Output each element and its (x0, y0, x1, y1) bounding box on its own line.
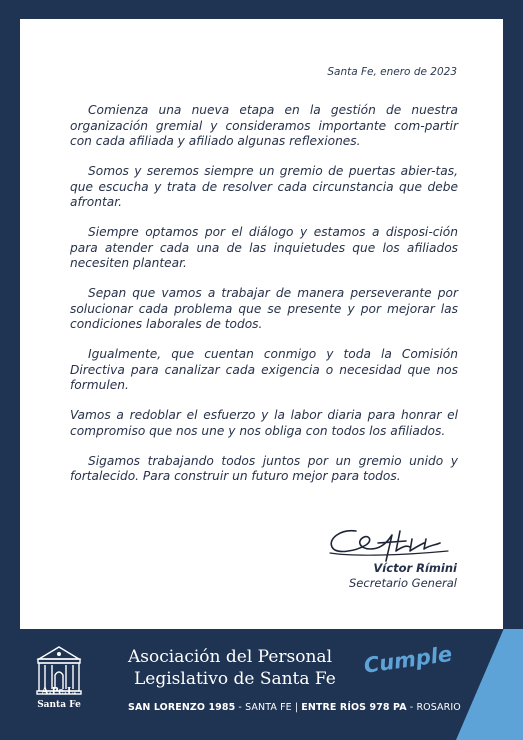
footer-band (0, 629, 523, 740)
org-name-line2: Legislativo de Santa Fe (134, 669, 336, 689)
building-facade-icon (33, 641, 85, 729)
paragraph-6: Vamos a redoblar el esfuerzo y la labor diaria para honrar el compromiso que nos une y nos obliga con todos los afiliados. (70, 408, 458, 438)
paragraph-7: Sigamos trabajando todos juntos por un gremio unido y fortalecido. Para construir un futuro mejor para todos. (70, 453, 458, 483)
logo-place: Santa Fe (37, 700, 81, 710)
address-line (128, 702, 461, 713)
paragraph-3: Siempre optamos por el diálogo y estamos a disposi-ción para atender cada una de las inquietudes que los afiliados necesiten plantear. (70, 225, 458, 270)
paragraph-2: Somos y seremos siempre un gremio de puertas abier-tas, que escucha y trata de resolver cada circunstancia que debe afrontar. (70, 164, 458, 209)
slogan-cumple: Cumple (362, 641, 454, 678)
letter-date: Santa Fe, enero de 2023 (327, 66, 457, 78)
letter-body (70, 103, 458, 499)
logo-acronym: A.Pe.L. (41, 687, 77, 697)
address-rosario-street: ENTRE RÍOS 978 PA (301, 702, 407, 713)
paragraph-5: Igualmente, que cuentan conmigo y toda la Comisión Directiva para canalizar cada exigencia o necesidad que nos formulen. (70, 347, 458, 392)
letter-sheet (20, 19, 503, 629)
paragraph-4: Sepan que vamos a trabajar de manera perseverante por solucionar cada problema que se presente y por mejorar las condiciones laborales de todos. (70, 286, 458, 331)
address-rosario-city: - ROSARIO (406, 702, 461, 713)
address-santa-fe-street: SAN LORENZO 1985 (128, 702, 236, 713)
signer-name: Víctor Rímini (373, 561, 457, 575)
paragraph-1: Comienza una nueva etapa en la gestión de nuestra organización gremial y consideramos importante com-partir con cada afiliada y afiliado algunas reflexiones. (70, 103, 458, 148)
signer-role: Secretario General (349, 576, 457, 590)
org-name-line1: Asociación del Personal (128, 647, 332, 667)
address-santa-fe-city: - SANTA FE | (235, 702, 302, 713)
